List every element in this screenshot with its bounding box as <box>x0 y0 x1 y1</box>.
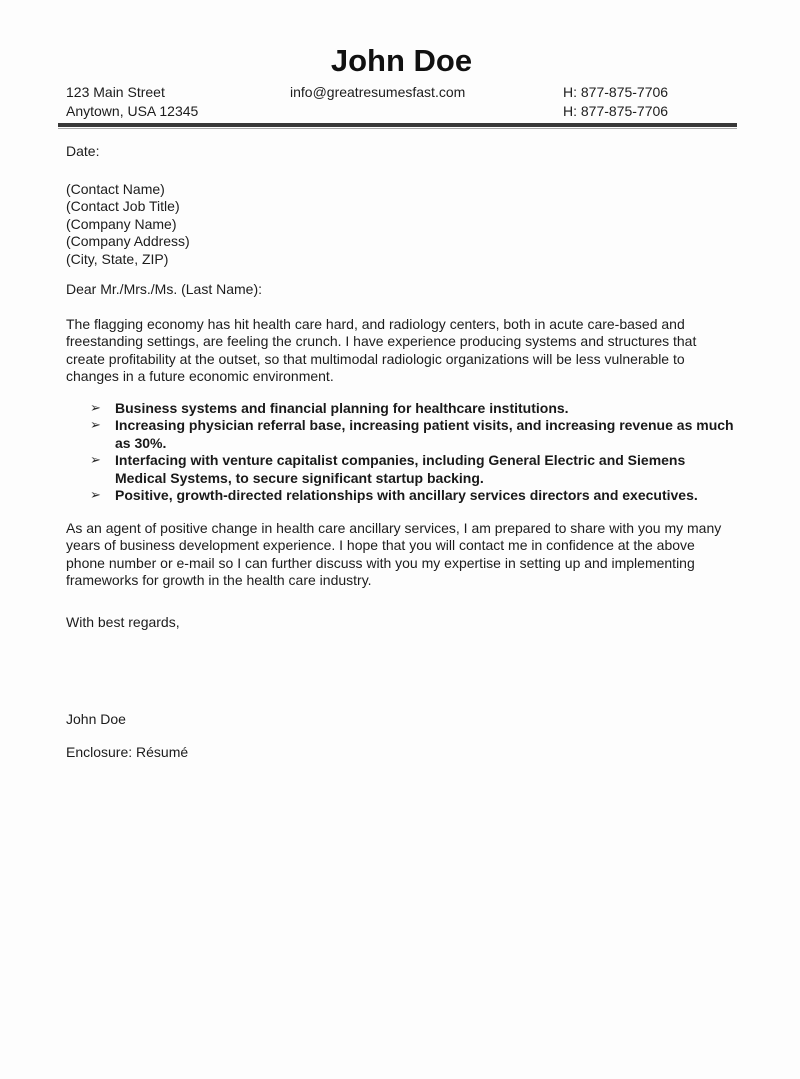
page-title: John Doe <box>330 43 473 78</box>
sender-phones <box>563 83 668 121</box>
intro-paragraph: The flagging economy has hit health care hard, and radiology centers, both in acute care-based and freestanding settings, are feeling the crunch. I have experience producing systems and structures that create profitability at the outset, so that multimodal radiologic organizations will be less vulnerable to changes in a future economic environment. <box>66 315 697 384</box>
valediction: With best regards, <box>66 613 180 630</box>
phone-line2: H: 877-875-7706 <box>563 103 669 119</box>
signature-name: John Doe <box>66 711 126 727</box>
header-divider-thick-line <box>58 123 737 127</box>
list-item-text: Business systems and financial planning for healthcare institutions. <box>115 399 569 416</box>
enclosure-note: Enclosure: Résumé <box>66 743 189 760</box>
header-divider <box>58 123 737 129</box>
salutation: Dear Mr./Mrs./Ms. (Last Name): <box>66 281 263 297</box>
closing-paragraph: As an agent of positive change in health care ancillary services, I am prepared to share with you my many years of business development experience. I hope that you will contact me in confidence at the above phone number or e-mail so I can further discuss with you my expertise in setting up and implementing frameworks for growth in the health care industry. <box>66 519 722 588</box>
recipient-line: (Company Address) <box>66 233 190 249</box>
list-item-text: Positive, growth-directed relationships with ancillary services directors and executives. <box>115 487 698 503</box>
recipient-line: (City, State, ZIP) <box>66 250 169 267</box>
date-label: Date: <box>66 143 100 159</box>
recipient-block <box>66 181 737 269</box>
arrow-bullet-icon: ➢ <box>90 453 101 468</box>
list-item-text: Interfacing with venture capitalist companies, including General Electric and Siemens Medical Systems, to secure significant startup backing. <box>115 452 686 486</box>
list-item <box>66 417 737 452</box>
sender-address-line1: 123 Main Street <box>66 84 165 100</box>
highlights-list <box>66 400 737 505</box>
recipient-line: (Contact Job Title) <box>66 198 180 214</box>
sender-email: info@greatresumesfast.com <box>290 84 466 100</box>
header-divider-thin-line <box>58 128 737 129</box>
arrow-bullet-icon: ➢ <box>90 400 101 416</box>
list-item <box>66 452 737 487</box>
sender-address-line2: Anytown, USA 12345 <box>66 103 199 119</box>
letter-page <box>0 44 800 761</box>
list-item <box>66 400 737 418</box>
sender-address <box>66 83 198 121</box>
recipient-line: (Company Name) <box>66 215 177 232</box>
arrow-bullet-icon: ➢ <box>90 418 101 433</box>
list-item <box>66 487 737 505</box>
phone-line1: H: 877-875-7706 <box>563 84 669 100</box>
arrow-bullet-icon: ➢ <box>90 488 101 503</box>
recipient-line: (Contact Name) <box>66 180 165 197</box>
contact-header <box>66 83 737 122</box>
list-item-text: Increasing physician referral base, increasing patient visits, and increasing revenue as much as 30%. <box>115 417 734 451</box>
